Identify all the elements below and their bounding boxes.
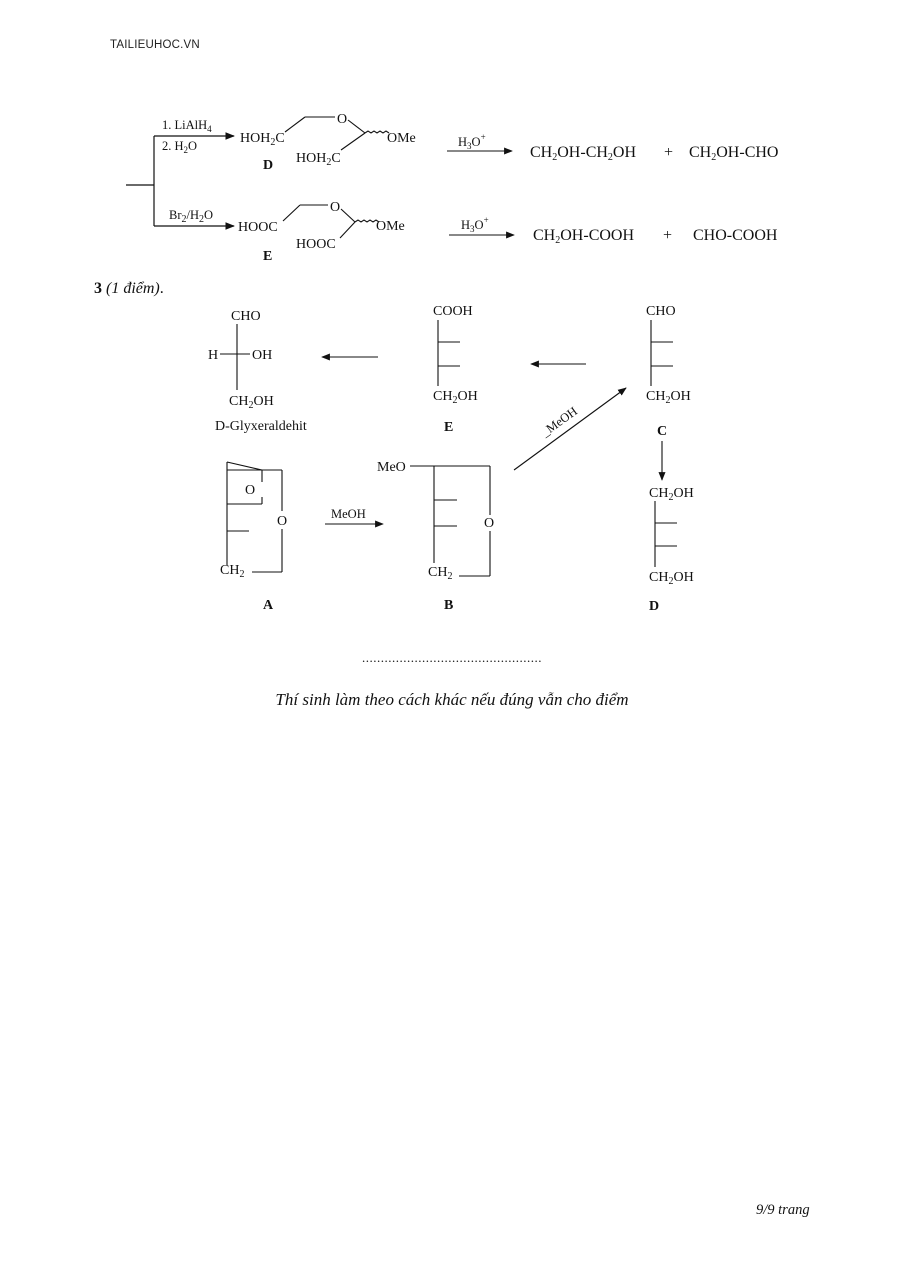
glyceraldehyde-bonds — [220, 324, 250, 390]
compound-d3-bonds — [655, 501, 677, 567]
compound-d3-bottom: $CH_2OH$ — [649, 570, 694, 587]
compound-c-ch2oh: $CH_2OH$ — [646, 389, 691, 406]
section-3-heading: 3 (1 điểm). — [94, 280, 164, 297]
compound-e3-bonds — [438, 320, 460, 386]
arrow-b-to-c-label: _MeOH — [538, 404, 580, 440]
compound-d3-top: $CH_2OH$ — [649, 486, 694, 503]
arrow-a-to-b-label: MeOH — [331, 507, 366, 521]
compound-e-ome: OMe — [376, 219, 405, 234]
compound-d3-label: D — [649, 599, 660, 614]
compound-e3-cooh: COOH — [433, 304, 473, 319]
footer-note: Thí sinh làm theo cách khác nếu đúng vẫn cho điểm — [275, 690, 629, 709]
glyceraldehyde-oh: OH — [252, 348, 273, 363]
compound-e3-label: E — [444, 420, 454, 435]
compound-b-label: B — [444, 598, 454, 613]
compound-b-bonds — [410, 466, 490, 576]
compound-e3-ch2oh: $CH_2OH$ — [433, 389, 478, 406]
separator-dots: ................................................ — [362, 650, 542, 665]
compound-d-ring-o: O — [337, 112, 348, 127]
compound-d-line2: $HOH_2C$ — [296, 151, 341, 168]
compound-c-cho: CHO — [646, 304, 676, 319]
compound-b-o-ring: O — [484, 516, 495, 531]
compound-c-label: C — [657, 424, 668, 439]
compound-d-line1: $HOH_2C$ — [240, 131, 285, 148]
compound-b-meo: MeO — [377, 460, 406, 475]
compound-c-bonds — [651, 320, 673, 386]
reagent-lialh4: 1. LiAlH$_4$ — [162, 118, 212, 134]
product-ethylene-glycol: CH2OH-CH2OH — [530, 144, 637, 163]
product-glycolaldehyde: CH2OH-CHO — [689, 144, 779, 163]
acid-top: $H_3O^+$ — [458, 132, 486, 151]
compound-a-bonds — [227, 462, 282, 572]
product-glyoxylic-acid: CHO-COOH — [693, 227, 778, 244]
page-number: 9/9 trang — [756, 1202, 810, 1218]
glyceraldehyde-label: D-Glyxeraldehit — [215, 419, 307, 434]
compound-e-label: E — [263, 249, 273, 264]
compound-d-label: D — [263, 158, 274, 173]
product-glycolic-acid: CH2OH-COOH — [533, 227, 635, 246]
glyceraldehyde-cho: CHO — [231, 309, 261, 324]
header-site: TAILIEUHOC.VN — [110, 39, 200, 51]
compound-a-label: A — [263, 598, 274, 613]
reagent-h2o: 2. $H_2O$ — [162, 139, 198, 155]
acid-bottom: $H_3O^+$ — [461, 215, 489, 234]
compound-d-ome: OMe — [387, 131, 416, 146]
compound-e-line1: HOOC — [238, 220, 278, 235]
arrow-b-to-c — [514, 388, 626, 470]
compound-e-line2: HOOC — [296, 237, 336, 252]
compound-e-ring-o: O — [330, 200, 341, 215]
glyceraldehyde-h: H — [208, 348, 219, 363]
compound-a-o-outer: O — [277, 514, 288, 529]
glyceraldehyde-ch2oh: $CH_2OH$ — [229, 394, 274, 411]
plus-top: + — [664, 144, 674, 161]
compound-a-o-inner: O — [245, 483, 256, 498]
compound-a-ch2: $CH_2$ — [220, 563, 245, 580]
plus-bottom: + — [663, 227, 673, 244]
compound-b-ch2: $CH_2$ — [428, 565, 453, 582]
reagent-br2-h2o: $Br_2/H_2O$ — [169, 208, 214, 225]
